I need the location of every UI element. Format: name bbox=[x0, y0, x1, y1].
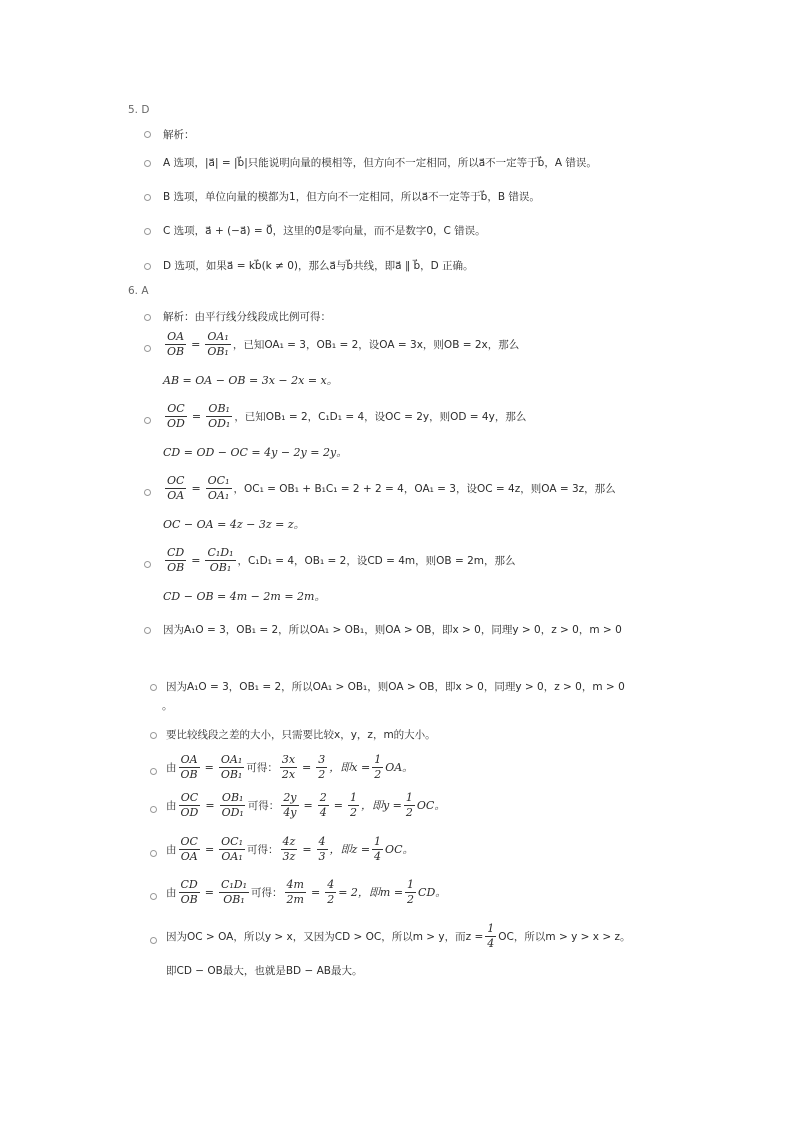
conclusion-final: 即CD − OB最大，也就是BD − AB最大。 bbox=[166, 965, 363, 977]
bullet bbox=[150, 893, 157, 900]
q5-option-d: D 选项，如果a⃗ = kb⃗(k ≠ 0)，那么a⃗与b⃗共线，即a⃗ ∥ b⃗，D 正确。 bbox=[163, 260, 474, 272]
fraction: $\frac{\text{OA₁}}{\text{OB₁}}$ bbox=[207, 330, 229, 358]
bullet bbox=[144, 314, 151, 321]
fraction: $\frac{OA}{OB}$ bbox=[167, 330, 185, 358]
fraction: $\frac{\text{C₁D₁}}{\text{OB₁}}$ bbox=[207, 546, 234, 574]
bullet bbox=[150, 806, 157, 813]
q5-option-b: B 选项，单位向量的模都为1，但方向不一定相同，所以a⃗不一定等于b⃗，B 错误。 bbox=[163, 191, 540, 203]
ratio-line-3: $\frac{OC}{OA}$ = $\frac{\text{OC₁}}{\text{OA₁}}$ ，OC₁ = OB₁ + B₁C₁ = 2 + 2 = 4，OA₁ = 3，设OC = 4z，则OA = 3z，那么 bbox=[167, 474, 616, 502]
q6-intro: 解析：由平行线分线段成比例可得： bbox=[163, 311, 331, 323]
ratio-follow-2: CD = OD − OC = 4y − 2y = 2y。 bbox=[163, 446, 348, 459]
fraction: $\frac{CD}{OB}$ bbox=[167, 546, 185, 574]
bullet bbox=[150, 684, 157, 691]
bullet bbox=[144, 194, 151, 201]
bullet bbox=[144, 131, 151, 138]
bullet bbox=[150, 850, 157, 857]
q5-number: 5. D bbox=[128, 104, 150, 116]
q5-option-c: C 选项，a⃗ + (−a⃗) = 0⃗，这里的0⃗是零向量，而不是数字0，C 错误。 bbox=[163, 225, 486, 237]
bullet bbox=[144, 561, 151, 568]
ratio-follow-4: CD − OB = 4m − 2m = 2m。 bbox=[163, 590, 326, 603]
q5-option-a: A 选项，|a⃗| = |b⃗|只能说明向量的模相等，但方向不一定相同，所以a⃗不一定等于b⃗，A 错误。 bbox=[163, 157, 597, 169]
ratio-follow-3: OC − OA = 4z − 3z = z。 bbox=[163, 518, 305, 531]
because-line-2: 因为A₁O = 3，OB₁ = 2，所以OA₁ > OB₁，则OA > OB，即x > 0，同理y > 0，z > 0，m > 0 bbox=[166, 681, 625, 693]
q5-analysis-label: 解析： bbox=[163, 129, 195, 141]
derivation-m: 由 $\frac{CD}{OB}$ = $\frac{\text{C₁D₁}}{\text{OB₁}}$ 可得： $\frac{4m}{2m}$ = $\frac{4}{2}$ = 2，即m = $\frac{1}{2}$ CD。 bbox=[166, 878, 447, 906]
bullet bbox=[144, 345, 151, 352]
bullet bbox=[150, 937, 157, 944]
ratio-line-1: $\frac{OA}{OB}$ = $\frac{\text{OA₁}}{\text{OB₁}}$ ，已知OA₁ = 3，OB₁ = 2，设OA = 3x，则OB = 2x，那么 bbox=[167, 330, 520, 358]
conclusion-line: 因为OC > OA，所以y > x，又因为CD > OC，所以m > y，而z = $\frac{1}{4}$ OC，所以m > y > x > z。 bbox=[166, 922, 631, 950]
fraction: $\frac{\text{OC₁}}{\text{OA₁}}$ bbox=[207, 474, 230, 502]
bullet bbox=[144, 160, 151, 167]
ratio-line-2: $\frac{OC}{OD}$ = $\frac{\text{OB₁}}{\text{OD₁}}$ ，已知OB₁ = 2，C₁D₁ = 4，设OC = 2y，则OD = 4y，那么 bbox=[167, 402, 527, 430]
derivation-y: 由 $\frac{OC}{OD}$ = $\frac{\text{OB₁}}{\text{OD₁}}$ 可得： $\frac{2y}{4y}$ = $\frac{2}{4}$ = $\frac{1}{2}$ ，即y = $\frac{1}{2}$ OC。 bbox=[166, 791, 446, 819]
compare-text: 要比较线段之差的大小，只需要比较x，y，z，m的大小。 bbox=[166, 729, 436, 741]
ratio-follow-1: AB = OA − OB = 3x − 2x = x。 bbox=[163, 374, 338, 387]
fraction: $\frac{OC}{OA}$ bbox=[167, 474, 185, 502]
bullet bbox=[144, 627, 151, 634]
derivation-x: 由 $\frac{OA}{OB}$ = $\frac{\text{OA₁}}{\text{OB₁}}$ 可得： $\frac{3x}{2x}$ = $\frac{3}{2}$ ，即x = $\frac{1}{2}$ OA。 bbox=[166, 753, 414, 781]
bullet bbox=[150, 732, 157, 739]
bullet bbox=[144, 417, 151, 424]
bullet bbox=[144, 263, 151, 270]
stray-mark: 。 bbox=[162, 700, 173, 712]
fraction: $\frac{OC}{OD}$ bbox=[167, 402, 185, 430]
ratio-line-4: $\frac{CD}{OB}$ = $\frac{\text{C₁D₁}}{\text{OB₁}}$ ，C₁D₁ = 4，OB₁ = 2，设CD = 4m，则OB = 2m，那么 bbox=[167, 546, 516, 574]
bullet bbox=[144, 228, 151, 235]
q6-number: 6. A bbox=[128, 285, 149, 297]
fraction: $\frac{\text{OB₁}}{\text{OD₁}}$ bbox=[208, 402, 231, 430]
bullet bbox=[144, 489, 151, 496]
because-line-1: 因为A₁O = 3，OB₁ = 2，所以OA₁ > OB₁，则OA > OB，即x > 0，同理y > 0，z > 0，m > 0 bbox=[163, 624, 622, 636]
derivation-z: 由 $\frac{OC}{OA}$ = $\frac{\text{OC₁}}{\text{OA₁}}$ 可得： $\frac{4z}{3z}$ = $\frac{4}{3}$ ，即z = $\frac{1}{4}$ OC。 bbox=[166, 835, 414, 863]
bullet bbox=[150, 768, 157, 775]
